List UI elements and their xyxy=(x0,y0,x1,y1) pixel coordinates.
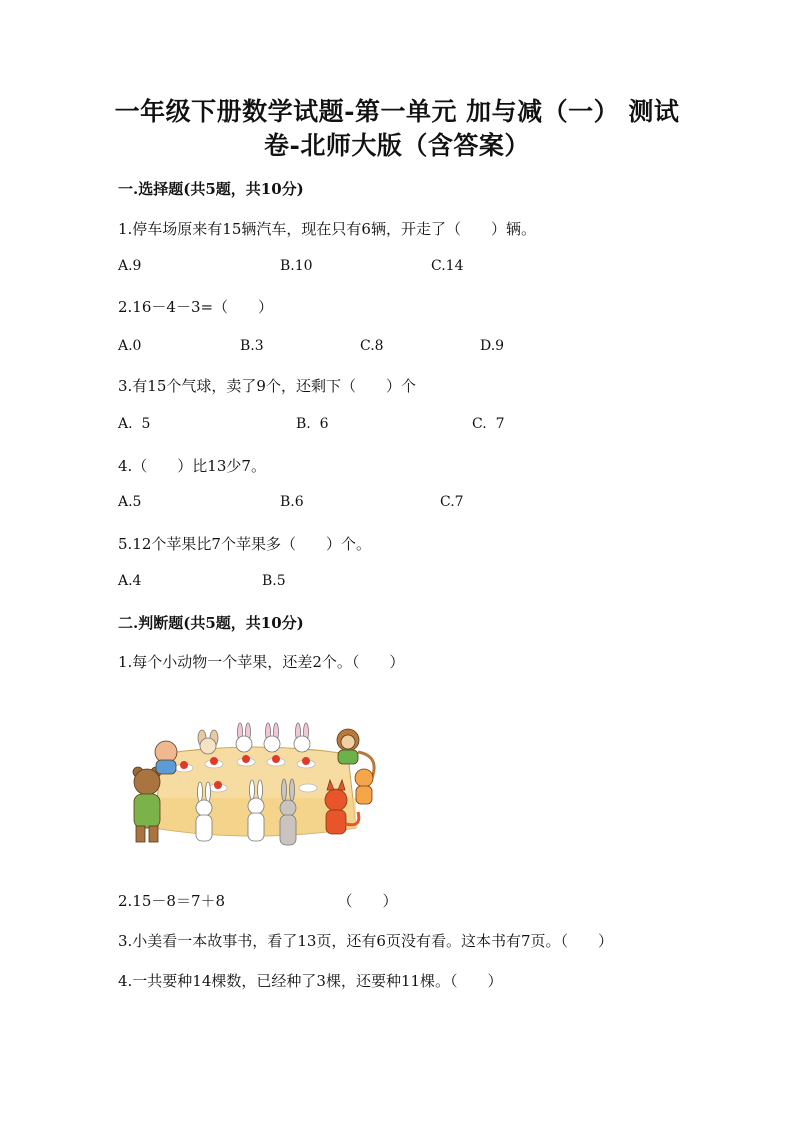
q1-option-c: C.14 xyxy=(431,258,464,274)
q2-option-c: C.8 xyxy=(360,338,384,354)
q2-option-a: A.0 xyxy=(118,338,142,354)
q2-option-b: B.3 xyxy=(240,338,264,354)
q2-option-d: D.9 xyxy=(480,338,505,354)
q4-option-c: C.7 xyxy=(440,494,464,510)
q4-option-b: B.6 xyxy=(280,494,304,510)
judge-question-4: 4.一共要种14棵数，已经种了3棵，还要种11棵。（ ） xyxy=(118,972,503,990)
question-5: 5.12个苹果比7个苹果多（ ）个。 xyxy=(118,535,371,553)
section-heading-choice: 一.选择题(共5题，共10分) xyxy=(118,180,304,198)
q5-option-a: A.4 xyxy=(118,573,142,589)
section-heading-judge: 二.判断题(共5题，共10分) xyxy=(118,614,304,632)
judge-question-1: 1.每个小动物一个苹果，还差2个。（ ） xyxy=(118,653,405,671)
q1-option-b: B.10 xyxy=(280,258,313,274)
page-title-line1: 一年级下册数学试题-第一单元 加与减（一） 测试 xyxy=(114,97,680,126)
q3-option-c: C. 7 xyxy=(472,416,505,432)
judge-question-3: 3.小美看一本故事书，看了13页，还有6页没有看。这本书有7页。（ ） xyxy=(118,932,613,950)
q5-option-b: B.5 xyxy=(262,573,286,589)
animals-table-illustration xyxy=(122,716,386,854)
page-title-line2: 卷-北师大版（含答案） xyxy=(264,131,530,160)
question-2: 2.16－4－3=（ ） xyxy=(118,298,274,316)
question-4: 4.（ ）比13少7。 xyxy=(118,457,266,475)
question-3: 3.有15个气球，卖了9个，还剩下（ ）个 xyxy=(118,377,416,395)
question-1: 1.停车场原来有15辆汽车，现在只有6辆，开走了（ ）辆。 xyxy=(118,220,536,238)
q3-option-b: B. 6 xyxy=(296,416,329,432)
judge-question-2: 2.15－8＝7＋8 （ ） xyxy=(118,892,398,910)
q1-option-a: A.9 xyxy=(118,258,142,274)
q4-option-a: A.5 xyxy=(118,494,142,510)
q3-option-a: A. 5 xyxy=(118,416,151,432)
